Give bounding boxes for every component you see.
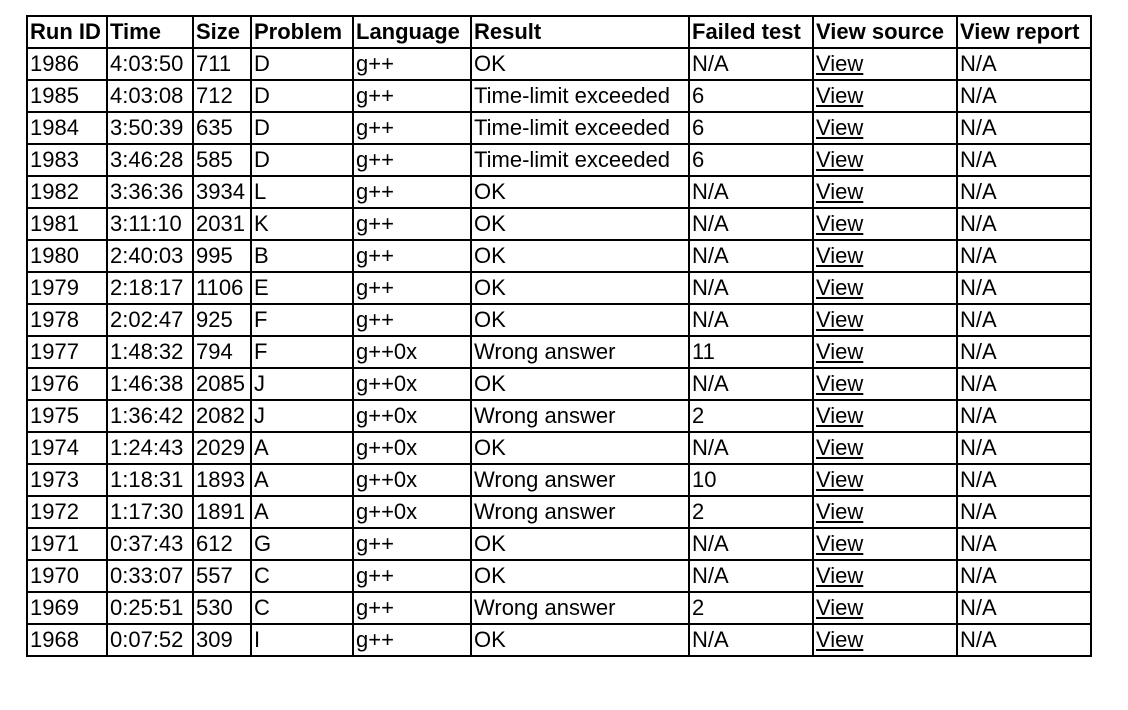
cell-run-id: 1986 [27, 48, 107, 80]
cell-failed-test: N/A [689, 528, 813, 560]
cell-size: 1893 [193, 464, 251, 496]
cell-failed-test: N/A [689, 624, 813, 656]
cell-view-report: N/A [957, 560, 1091, 592]
cell-size: 585 [193, 144, 251, 176]
cell-view-report: N/A [957, 176, 1091, 208]
cell-language: g++0x [353, 496, 471, 528]
cell-problem: D [251, 144, 353, 176]
view-source-link[interactable]: View [816, 115, 864, 140]
cell-view-source [813, 80, 957, 112]
cell-view-source [813, 592, 957, 624]
cell-view-source [813, 496, 957, 528]
cell-view-report: N/A [957, 400, 1091, 432]
cell-language: g++ [353, 144, 471, 176]
cell-problem: A [251, 464, 353, 496]
cell-time: 1:17:30 [107, 496, 193, 528]
cell-view-report: N/A [957, 464, 1091, 496]
cell-time: 3:36:36 [107, 176, 193, 208]
cell-view-source [813, 624, 957, 656]
cell-time: 0:33:07 [107, 560, 193, 592]
table-row [27, 624, 1091, 656]
cell-view-source [813, 304, 957, 336]
cell-run-id: 1972 [27, 496, 107, 528]
cell-language: g++ [353, 592, 471, 624]
table-row [27, 144, 1091, 176]
cell-time: 4:03:50 [107, 48, 193, 80]
cell-view-report: N/A [957, 240, 1091, 272]
cell-view-source [813, 368, 957, 400]
cell-size: 2029 [193, 432, 251, 464]
cell-time: 0:07:52 [107, 624, 193, 656]
cell-run-id: 1977 [27, 336, 107, 368]
cell-view-source [813, 528, 957, 560]
cell-result: Wrong answer [471, 464, 689, 496]
cell-run-id: 1978 [27, 304, 107, 336]
table-row [27, 400, 1091, 432]
cell-size: 530 [193, 592, 251, 624]
table-row [27, 208, 1091, 240]
cell-time: 2:40:03 [107, 240, 193, 272]
cell-time: 0:25:51 [107, 592, 193, 624]
cell-problem: C [251, 592, 353, 624]
cell-size: 995 [193, 240, 251, 272]
table-row [27, 80, 1091, 112]
cell-language: g++ [353, 272, 471, 304]
cell-view-report: N/A [957, 592, 1091, 624]
cell-view-report: N/A [957, 112, 1091, 144]
cell-result: Wrong answer [471, 496, 689, 528]
cell-run-id: 1984 [27, 112, 107, 144]
view-source-link[interactable]: View [816, 467, 864, 492]
cell-failed-test: 2 [689, 592, 813, 624]
cell-failed-test: N/A [689, 240, 813, 272]
cell-problem: K [251, 208, 353, 240]
cell-run-id: 1979 [27, 272, 107, 304]
cell-view-source [813, 144, 957, 176]
table-row [27, 592, 1091, 624]
cell-run-id: 1974 [27, 432, 107, 464]
table-row [27, 496, 1091, 528]
cell-size: 557 [193, 560, 251, 592]
cell-view-report: N/A [957, 272, 1091, 304]
cell-time: 2:18:17 [107, 272, 193, 304]
cell-language: g++0x [353, 368, 471, 400]
cell-language: g++ [353, 240, 471, 272]
table-row [27, 240, 1091, 272]
cell-run-id: 1985 [27, 80, 107, 112]
view-source-link[interactable]: View [816, 403, 864, 428]
cell-time: 3:11:10 [107, 208, 193, 240]
table-row [27, 464, 1091, 496]
cell-language: g++0x [353, 336, 471, 368]
table-header-row [27, 16, 1091, 48]
table-row [27, 528, 1091, 560]
cell-failed-test: 11 [689, 336, 813, 368]
cell-view-source [813, 400, 957, 432]
cell-time: 1:48:32 [107, 336, 193, 368]
cell-language: g++ [353, 176, 471, 208]
cell-language: g++ [353, 528, 471, 560]
view-source-link[interactable]: View [816, 147, 864, 172]
view-source-link[interactable]: View [816, 307, 864, 332]
cell-result: Time-limit exceeded [471, 112, 689, 144]
cell-problem: F [251, 304, 353, 336]
table-row [27, 336, 1091, 368]
cell-failed-test: N/A [689, 368, 813, 400]
cell-language: g++0x [353, 400, 471, 432]
cell-failed-test: N/A [689, 304, 813, 336]
cell-view-source [813, 560, 957, 592]
cell-failed-test: 10 [689, 464, 813, 496]
cell-failed-test: N/A [689, 432, 813, 464]
view-source-link[interactable]: View [816, 275, 864, 300]
cell-result: OK [471, 176, 689, 208]
cell-failed-test: 6 [689, 112, 813, 144]
header-time: Time [107, 16, 193, 48]
cell-size: 2082 [193, 400, 251, 432]
cell-view-source [813, 240, 957, 272]
cell-time: 1:24:43 [107, 432, 193, 464]
cell-time: 3:46:28 [107, 144, 193, 176]
cell-failed-test: N/A [689, 176, 813, 208]
header-language: Language [353, 16, 471, 48]
cell-run-id: 1981 [27, 208, 107, 240]
view-source-link[interactable]: View [816, 371, 864, 396]
cell-problem: C [251, 560, 353, 592]
cell-run-id: 1975 [27, 400, 107, 432]
header-run-id: Run ID [27, 16, 107, 48]
cell-view-report: N/A [957, 80, 1091, 112]
cell-failed-test: 6 [689, 144, 813, 176]
cell-time: 1:18:31 [107, 464, 193, 496]
table-row [27, 368, 1091, 400]
cell-failed-test: 2 [689, 400, 813, 432]
cell-time: 1:46:38 [107, 368, 193, 400]
cell-size: 635 [193, 112, 251, 144]
view-source-link[interactable]: View [816, 179, 864, 204]
cell-size: 2085 [193, 368, 251, 400]
cell-problem: J [251, 400, 353, 432]
cell-problem: I [251, 624, 353, 656]
cell-language: g++0x [353, 432, 471, 464]
cell-problem: A [251, 496, 353, 528]
cell-view-source [813, 176, 957, 208]
table-row [27, 432, 1091, 464]
table-row [27, 176, 1091, 208]
header-problem: Problem [251, 16, 353, 48]
cell-size: 612 [193, 528, 251, 560]
cell-run-id: 1971 [27, 528, 107, 560]
view-source-link[interactable]: View [816, 627, 864, 652]
cell-result: OK [471, 560, 689, 592]
cell-language: g++ [353, 560, 471, 592]
cell-result: OK [471, 48, 689, 80]
cell-run-id: 1980 [27, 240, 107, 272]
view-source-link[interactable]: View [816, 499, 864, 524]
view-source-link[interactable]: View [816, 531, 864, 556]
cell-time: 1:36:42 [107, 400, 193, 432]
view-source-link[interactable]: View [816, 83, 864, 108]
table-row [27, 560, 1091, 592]
view-source-link[interactable]: View [816, 243, 864, 268]
cell-run-id: 1983 [27, 144, 107, 176]
cell-time: 0:37:43 [107, 528, 193, 560]
cell-problem: E [251, 272, 353, 304]
cell-failed-test: 6 [689, 80, 813, 112]
cell-language: g++ [353, 304, 471, 336]
table-row [27, 48, 1091, 80]
cell-size: 1106 [193, 272, 251, 304]
cell-view-source [813, 272, 957, 304]
cell-view-source [813, 464, 957, 496]
cell-size: 712 [193, 80, 251, 112]
cell-time: 2:02:47 [107, 304, 193, 336]
cell-view-report: N/A [957, 528, 1091, 560]
cell-failed-test: N/A [689, 560, 813, 592]
cell-view-report: N/A [957, 48, 1091, 80]
cell-view-report: N/A [957, 304, 1091, 336]
view-source-link[interactable]: View [816, 563, 864, 588]
cell-result: OK [471, 368, 689, 400]
cell-size: 2031 [193, 208, 251, 240]
cell-result: Wrong answer [471, 592, 689, 624]
view-source-link[interactable]: View [816, 211, 864, 236]
cell-language: g++ [353, 624, 471, 656]
cell-result: Wrong answer [471, 336, 689, 368]
cell-problem: D [251, 112, 353, 144]
cell-problem: D [251, 80, 353, 112]
cell-view-source [813, 432, 957, 464]
cell-size: 3934 [193, 176, 251, 208]
runs-table-container [26, 15, 1092, 657]
cell-view-report: N/A [957, 432, 1091, 464]
runs-table-body [27, 48, 1091, 656]
cell-language: g++ [353, 208, 471, 240]
cell-run-id: 1982 [27, 176, 107, 208]
view-source-link[interactable]: View [816, 435, 864, 460]
header-size: Size [193, 16, 251, 48]
header-failed-test: Failed test [689, 16, 813, 48]
cell-view-report: N/A [957, 336, 1091, 368]
cell-result: OK [471, 528, 689, 560]
cell-size: 1891 [193, 496, 251, 528]
cell-failed-test: N/A [689, 48, 813, 80]
cell-problem: B [251, 240, 353, 272]
runs-table [26, 15, 1092, 657]
cell-run-id: 1970 [27, 560, 107, 592]
cell-language: g++ [353, 48, 471, 80]
cell-result: Time-limit exceeded [471, 144, 689, 176]
cell-problem: D [251, 48, 353, 80]
cell-run-id: 1969 [27, 592, 107, 624]
cell-view-report: N/A [957, 496, 1091, 528]
cell-view-source [813, 208, 957, 240]
cell-failed-test: N/A [689, 208, 813, 240]
cell-language: g++0x [353, 464, 471, 496]
cell-result: OK [471, 208, 689, 240]
view-source-link[interactable]: View [816, 339, 864, 364]
cell-time: 4:03:08 [107, 80, 193, 112]
cell-failed-test: 2 [689, 496, 813, 528]
cell-problem: F [251, 336, 353, 368]
cell-view-report: N/A [957, 144, 1091, 176]
cell-result: OK [471, 304, 689, 336]
table-row [27, 272, 1091, 304]
table-row [27, 304, 1091, 336]
cell-size: 794 [193, 336, 251, 368]
cell-view-source [813, 112, 957, 144]
cell-result: Time-limit exceeded [471, 80, 689, 112]
cell-view-report: N/A [957, 368, 1091, 400]
cell-run-id: 1968 [27, 624, 107, 656]
cell-language: g++ [353, 112, 471, 144]
cell-problem: A [251, 432, 353, 464]
cell-view-source [813, 336, 957, 368]
cell-problem: L [251, 176, 353, 208]
cell-view-source [813, 48, 957, 80]
cell-run-id: 1973 [27, 464, 107, 496]
header-view-source: View source [813, 16, 957, 48]
header-result: Result [471, 16, 689, 48]
cell-view-report: N/A [957, 624, 1091, 656]
cell-size: 711 [193, 48, 251, 80]
header-view-report: View report [957, 16, 1091, 48]
cell-run-id: 1976 [27, 368, 107, 400]
cell-result: OK [471, 240, 689, 272]
cell-size: 309 [193, 624, 251, 656]
view-source-link[interactable]: View [816, 51, 864, 76]
cell-time: 3:50:39 [107, 112, 193, 144]
cell-problem: J [251, 368, 353, 400]
cell-result: OK [471, 432, 689, 464]
cell-result: Wrong answer [471, 400, 689, 432]
view-source-link[interactable]: View [816, 595, 864, 620]
cell-problem: G [251, 528, 353, 560]
cell-result: OK [471, 624, 689, 656]
table-row [27, 112, 1091, 144]
cell-failed-test: N/A [689, 272, 813, 304]
cell-size: 925 [193, 304, 251, 336]
cell-language: g++ [353, 80, 471, 112]
cell-view-report: N/A [957, 208, 1091, 240]
cell-result: OK [471, 272, 689, 304]
